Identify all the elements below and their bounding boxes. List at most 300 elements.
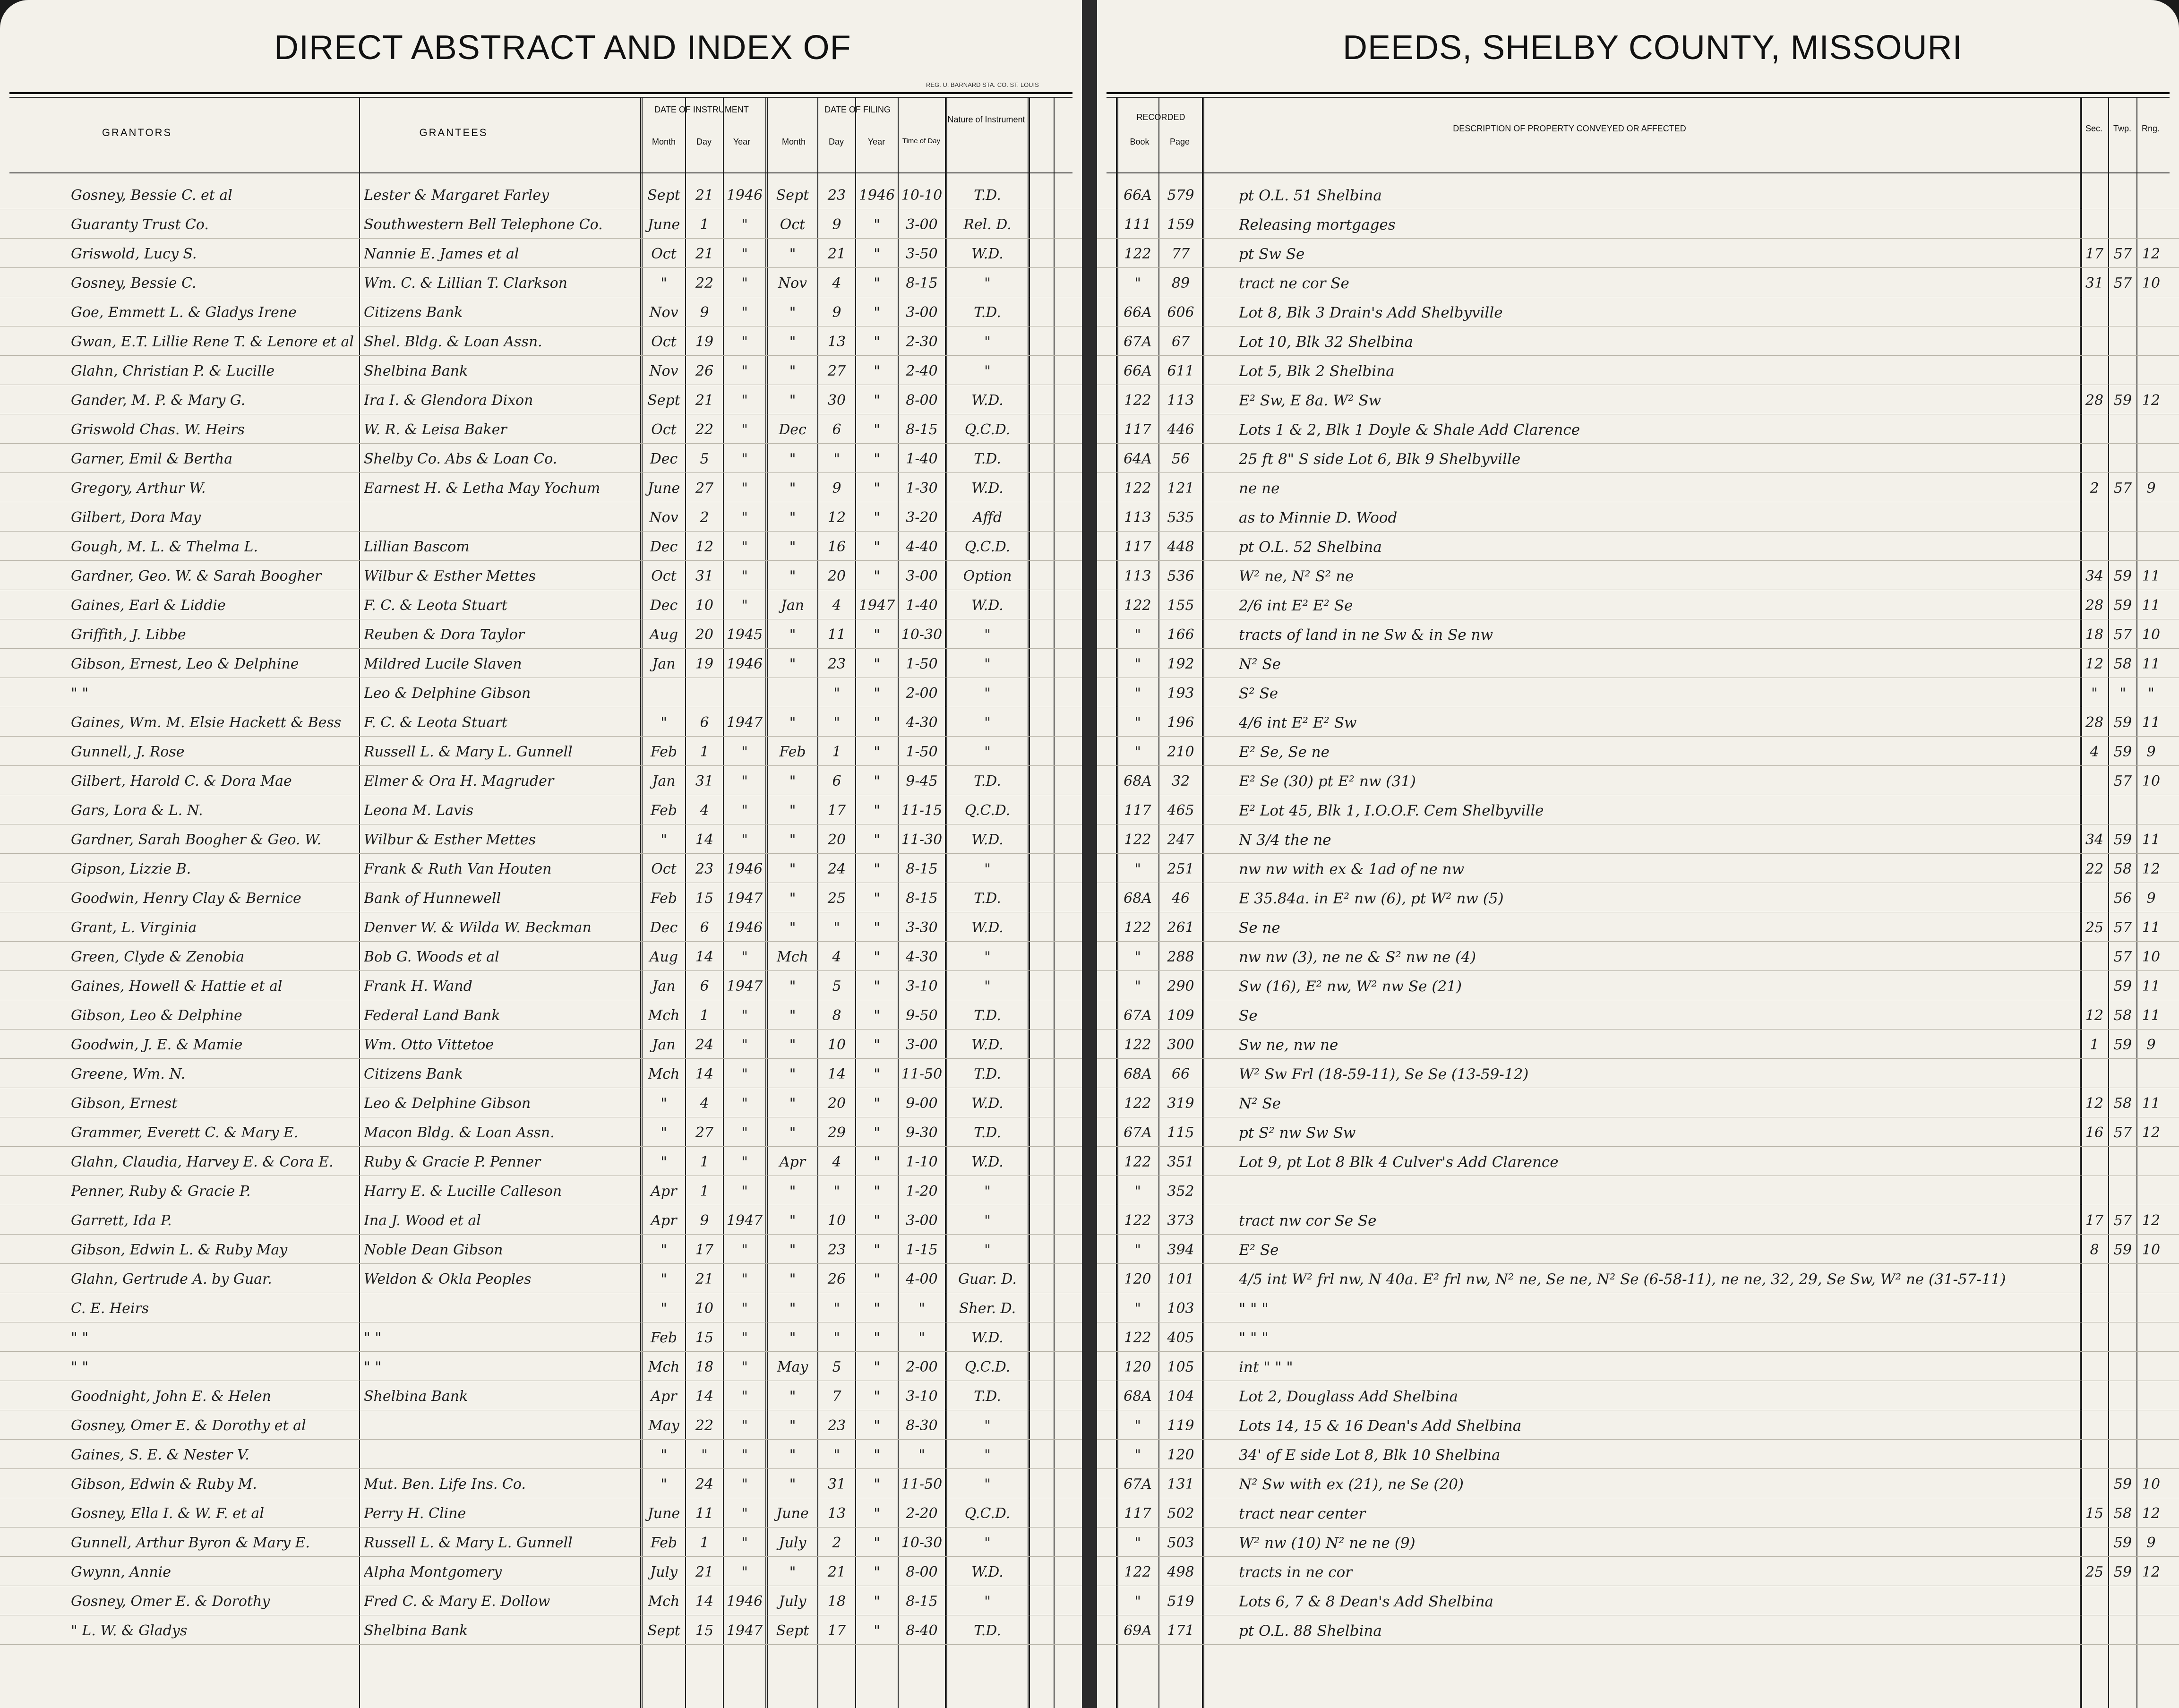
instrument-month-cell: Sept — [647, 187, 680, 204]
filing-year-cell: " — [874, 1037, 880, 1053]
instrument-year-cell: " — [741, 1447, 748, 1463]
ledger-row — [1097, 795, 2179, 824]
filing-year-cell: " — [874, 978, 880, 995]
grantor-cell: Gaines, Earl & Liddie — [71, 597, 226, 614]
instrument-month-cell: Jan — [652, 1037, 676, 1053]
ledger-row — [1097, 1586, 2179, 1615]
grantee-cell: Harry E. & Lucille Calleson — [364, 1183, 562, 1200]
twp-cell — [2109, 502, 2136, 531]
filing-month-cell: July — [779, 1535, 806, 1551]
sec-cell — [2081, 1058, 2108, 1088]
page-cell: 352 — [1167, 1183, 1194, 1200]
page-cell: 192 — [1167, 656, 1194, 672]
filing-time-cell: " — [918, 1330, 925, 1346]
filing-month-cell: " — [789, 1330, 796, 1346]
filing-year-cell: " — [874, 656, 880, 672]
filing-time-cell: 10-10 — [901, 187, 943, 204]
filing-year-cell: " — [874, 1593, 880, 1610]
ledger-row — [0, 824, 1082, 854]
ledger-row — [0, 1615, 1082, 1645]
instrument-day-cell: 17 — [695, 1242, 714, 1258]
rng-cell: 10 — [2142, 1242, 2161, 1258]
ledger-row — [1097, 1381, 2179, 1410]
ledger-row — [1097, 385, 2179, 414]
filing-month-cell: " — [789, 1007, 796, 1024]
book-cell: 120 — [1124, 1271, 1151, 1287]
grantee-cell: Reuben & Dora Taylor — [364, 627, 525, 643]
twp-cell — [2109, 209, 2136, 238]
book-cell: 122 — [1124, 1330, 1151, 1346]
book-cell: 111 — [1124, 216, 1151, 233]
instrument-month-cell: Dec — [650, 597, 678, 614]
book-cell: 113 — [1124, 568, 1151, 584]
grantee-cell — [364, 1439, 638, 1468]
twp-cell — [2109, 1322, 2136, 1351]
page-cell: 109 — [1167, 1007, 1194, 1024]
sec-cell — [2081, 1322, 2108, 1351]
description-cell: " " " — [1239, 1300, 1269, 1317]
filing-day-cell: 17 — [827, 1622, 846, 1639]
book-cell: " — [1134, 1447, 1141, 1463]
filing-day-cell: " — [833, 451, 840, 467]
book-cell: 66A — [1124, 187, 1152, 204]
instrument-year-cell: " — [741, 334, 748, 350]
filing-time-cell: 8-40 — [906, 1622, 938, 1639]
grantee-cell: Leo & Delphine Gibson — [364, 685, 531, 702]
sec-cell — [2081, 1351, 2108, 1381]
ledger-row — [1097, 1029, 2179, 1059]
instrument-year-cell: " — [741, 421, 748, 438]
grantor-cell: Gosney, Omer E. & Dorothy et al — [71, 1417, 306, 1434]
sec-header: Sec. — [2085, 124, 2103, 133]
filing-time-cell: 8-15 — [906, 1593, 938, 1610]
page-cell: 606 — [1167, 304, 1194, 321]
ledger-row — [1097, 560, 2179, 590]
ledger-row — [1097, 853, 2179, 883]
instrument-month-cell: " — [661, 275, 667, 292]
book-cell: 69A — [1124, 1622, 1152, 1639]
right-page-title: DEEDS, SHELBY COUNTY, MISSOURI — [1343, 29, 1963, 67]
rng-cell — [2137, 326, 2165, 355]
instrument-month-cell: Mch — [648, 1007, 680, 1024]
filing-time-cell: 11-50 — [901, 1476, 943, 1493]
book-cell: " — [1134, 714, 1141, 731]
grantee-cell: Bank of Hunnewell — [364, 890, 501, 907]
filing-time-cell: 11-30 — [901, 832, 943, 848]
instrument-day-cell: 21 — [695, 246, 714, 262]
page-cell: 115 — [1167, 1124, 1194, 1141]
header-rule-thin — [1107, 97, 2170, 98]
grantee-cell: " " — [364, 1359, 382, 1375]
instrument-year-cell: 1946 — [726, 861, 763, 877]
sec-cell: 2 — [2090, 480, 2099, 497]
filing-day-cell: 20 — [827, 832, 846, 848]
instrument-day-cell: 1 — [700, 1007, 709, 1024]
page-cell: 288 — [1167, 949, 1194, 965]
filing-time-cell: 9-30 — [906, 1124, 938, 1141]
twp-cell: 59 — [2113, 568, 2132, 584]
nature-cell: W.D. — [971, 246, 1004, 262]
description-cell: Lot 10, Blk 32 Shelbina — [1239, 334, 1414, 351]
twp-cell — [2109, 1351, 2136, 1381]
grantee-cell: Citizens Bank — [364, 1066, 463, 1082]
instrument-month-cell: Oct — [651, 421, 677, 438]
description-cell: ne ne — [1239, 480, 1280, 497]
rng-cell: 11 — [2142, 832, 2161, 848]
ledger-row — [0, 1000, 1082, 1030]
ledger-row — [1097, 1146, 2179, 1176]
nature-cell: Guar. D. — [958, 1271, 1017, 1287]
filing-year-cell: " — [874, 1007, 880, 1024]
grantor-cell: Gibson, Leo & Delphine — [71, 1007, 242, 1024]
grantor-cell: Gunnell, J. Rose — [71, 744, 185, 760]
rng-cell: 10 — [2142, 949, 2161, 965]
nature-cell: " — [984, 744, 991, 760]
instrument-day-cell: 19 — [695, 334, 714, 350]
twp-cell: 59 — [2113, 832, 2132, 848]
ledger-row — [1097, 707, 2179, 737]
description-cell: tract nw cor Se Se — [1239, 1212, 1377, 1229]
filing-time-cell: 3-00 — [906, 304, 938, 321]
filing-day-cell: 21 — [827, 1564, 846, 1580]
filing-time-cell: 11-50 — [901, 1066, 943, 1082]
filing-day-cell: 4 — [832, 275, 841, 292]
sec-cell — [2081, 326, 2108, 355]
instrument-month-cell: Aug — [649, 627, 678, 643]
sec-cell — [2081, 1468, 2108, 1498]
filing-month-cell: Sept — [776, 187, 809, 204]
filing-year-cell: " — [874, 1564, 880, 1580]
rng-cell: 12 — [2142, 1505, 2161, 1522]
grantor-cell: Glahn, Claudia, Harvey E. & Cora E. — [71, 1154, 334, 1170]
filing-year-cell: " — [874, 1447, 880, 1463]
page-cell: 319 — [1167, 1095, 1194, 1112]
ledger-row — [0, 1381, 1082, 1410]
grantee-cell: Perry H. Cline — [364, 1505, 466, 1522]
column-header-rule — [1107, 172, 2170, 173]
book-cell: " — [1134, 627, 1141, 643]
filing-time-cell: 1-15 — [906, 1242, 938, 1258]
ledger-row — [1097, 209, 2179, 239]
instrument-month-cell: Jan — [652, 978, 676, 995]
page-cell: 502 — [1167, 1505, 1194, 1522]
grantor-cell: Gregory, Arthur W. — [71, 480, 206, 497]
instrument-day-cell: 9 — [700, 1212, 709, 1229]
description-cell: Sw (16), E² nw, W² nw Se (21) — [1239, 978, 1462, 995]
ledger-row — [1097, 648, 2179, 678]
grantee-cell — [364, 1293, 638, 1322]
instrument-day-cell: 20 — [695, 627, 714, 643]
twp-cell — [2109, 1293, 2136, 1322]
ledger-row — [1097, 1351, 2179, 1381]
filing-year-cell: " — [874, 627, 880, 643]
rng-cell: 11 — [2142, 1007, 2161, 1024]
page-header: Page — [1169, 137, 1190, 146]
grantor-cell: Gosney, Ella I. & W. F. et al — [71, 1505, 264, 1522]
twp-cell — [2109, 1263, 2136, 1293]
nature-cell: " — [984, 1183, 991, 1200]
nature-cell: T.D. — [974, 773, 1001, 790]
instrument-month-cell: Feb — [650, 744, 678, 760]
instrument-month-cell: Apr — [651, 1212, 677, 1229]
nature-cell: " — [984, 861, 991, 877]
grantor-cell: Guaranty Trust Co. — [71, 216, 209, 233]
sec-cell: 17 — [2085, 1212, 2104, 1229]
filing-time-cell: 3-10 — [906, 1388, 938, 1405]
ledger-row — [1097, 1615, 2179, 1645]
page-cell: 536 — [1167, 568, 1194, 584]
nature-cell: T.D. — [974, 1066, 1001, 1082]
filing-year-cell: " — [874, 1417, 880, 1434]
sec-cell — [2081, 1615, 2108, 1644]
filing-month-cell: " — [789, 1124, 796, 1141]
filing-year-cell: " — [874, 802, 880, 819]
filing-month-cell: " — [789, 919, 796, 936]
nature-cell: Q.C.D. — [964, 1505, 1011, 1522]
description-cell: pt Sw Se — [1239, 246, 1305, 263]
filing-time-cell: 4-30 — [906, 714, 938, 731]
instrument-month-cell: Feb — [650, 802, 678, 819]
book-cell: 68A — [1124, 1388, 1152, 1405]
rng-cell — [2137, 1293, 2165, 1322]
instrument-day-cell: 23 — [695, 861, 714, 877]
filing-year-cell: " — [874, 480, 880, 497]
twp-cell: 57 — [2113, 773, 2132, 790]
instrument-year-cell: 1946 — [726, 919, 763, 936]
instrument-year-cell: " — [741, 1388, 748, 1405]
grantee-cell: Frank & Ruth Van Houten — [364, 861, 552, 877]
nature-cell: Rel. D. — [963, 216, 1012, 233]
ledger-row — [0, 180, 1082, 209]
grantor-cell: " " — [71, 1330, 89, 1346]
filing-day-cell: 13 — [827, 334, 846, 350]
filing-time-cell: 8-15 — [906, 421, 938, 438]
twp-cell — [2109, 297, 2136, 326]
filing-time-cell: 4-30 — [906, 949, 938, 965]
filing-day-cell: " — [833, 1300, 840, 1317]
description-cell: Lot 8, Blk 3 Drain's Add Shelbyville — [1239, 304, 1503, 321]
twp-cell: 59 — [2113, 597, 2132, 614]
rng-cell: 10 — [2142, 1476, 2161, 1493]
filing-time-cell: 1-50 — [906, 744, 938, 760]
sec-cell: 4 — [2090, 744, 2099, 760]
ledger-row — [0, 1351, 1082, 1381]
rng-cell: 12 — [2142, 392, 2161, 409]
grantee-cell: Shelby Co. Abs & Loan Co. — [364, 451, 558, 467]
instrument-month-cell: " — [661, 1154, 667, 1170]
ledger-row — [1097, 1468, 2179, 1498]
ledger-row — [1097, 1322, 2179, 1352]
book-cell: 67A — [1124, 334, 1152, 350]
instrument-day-cell: 31 — [695, 568, 714, 584]
instrument-month-cell: Dec — [650, 919, 678, 936]
instrument-day-cell — [686, 678, 723, 707]
publisher-note: REG. U. BARNARD STA. CO. ST. LOUIS — [926, 81, 1039, 88]
instrument-month-cell: Oct — [651, 334, 677, 350]
instrument-month-cell: Nov — [649, 509, 678, 526]
filing-year-cell: " — [874, 363, 880, 379]
grantor-cell: Gough, M. L. & Thelma L. — [71, 539, 258, 555]
book-cell: 122 — [1124, 392, 1151, 409]
sec-cell — [2081, 941, 2108, 970]
nature-cell: Q.C.D. — [964, 539, 1011, 555]
grantee-cell: Ira I. & Glendora Dixon — [364, 392, 533, 409]
instrument-year-cell: " — [741, 832, 748, 848]
nature-cell: " — [984, 978, 991, 995]
description-cell: N 3/4 the ne — [1239, 832, 1331, 849]
instrument-day-cell: 15 — [695, 1622, 714, 1639]
grantee-cell: Ina J. Wood et al — [364, 1212, 481, 1229]
filing-year-cell: " — [874, 509, 880, 526]
filing-day-cell: 20 — [827, 568, 846, 584]
twp-cell: 57 — [2113, 275, 2132, 292]
description-cell: 4/5 int W² frl nw, N 40a. E² frl nw, N² ne, Se ne, N² Se (6-58-11), ne ne, 32, 29, Se Sw, W² ne (31-57-11) — [1239, 1271, 2006, 1288]
filing-month-cell: " — [789, 451, 796, 467]
filing-month-cell: " — [789, 1183, 796, 1200]
filing-time-cell: 9-45 — [906, 773, 938, 790]
filing-day-cell: 25 — [827, 890, 846, 907]
book-cell: 122 — [1124, 246, 1151, 262]
instrument-day-cell: 1 — [700, 1154, 709, 1170]
filing-day-cell: 20 — [827, 1095, 846, 1112]
page-cell: 89 — [1171, 275, 1190, 292]
grantee-cell: Frank H. Wand — [364, 978, 472, 995]
grantee-cell: Elmer & Ora H. Magruder — [364, 773, 554, 790]
filing-day-cell: 6 — [832, 421, 841, 438]
instrument-year-cell: " — [741, 246, 748, 262]
description-cell: N² Se — [1239, 1095, 1281, 1112]
twp-cell: " — [2119, 685, 2126, 702]
filing-day-cell: 2 — [832, 1535, 841, 1551]
sec-cell: 12 — [2085, 1095, 2104, 1112]
nature-cell: T.D. — [974, 1388, 1001, 1405]
grantor-cell: " " — [71, 685, 89, 702]
instrument-year-cell: " — [741, 1359, 748, 1375]
ledger-row — [0, 1146, 1082, 1176]
ledger-row — [0, 502, 1082, 532]
description-header: DESCRIPTION OF PROPERTY CONVEYED OR AFFECTED — [1453, 124, 1686, 133]
instrument-month-cell: " — [661, 1476, 667, 1493]
description-cell: pt S² nw Sw Sw — [1239, 1124, 1356, 1142]
grantee-cell: Lillian Bascom — [364, 539, 470, 555]
sec-cell — [2081, 1439, 2108, 1468]
twp-cell: 59 — [2113, 1476, 2132, 1493]
instrument-year-cell: " — [741, 304, 748, 321]
ledger-row — [0, 1293, 1082, 1322]
filing-day-cell: 26 — [827, 1271, 846, 1287]
nature-cell: " — [984, 1212, 991, 1229]
instrument-day-cell: 6 — [700, 978, 709, 995]
nature-cell: W.D. — [971, 480, 1004, 497]
nature-cell: W.D. — [971, 597, 1004, 614]
ledger-row — [1097, 1000, 2179, 1030]
filing-day-cell: 31 — [827, 1476, 846, 1493]
filing-day-cell: 6 — [832, 773, 841, 790]
twp-cell: 57 — [2113, 919, 2132, 936]
filing-time-cell: 3-00 — [906, 1212, 938, 1229]
nature-cell: " — [984, 1476, 991, 1493]
sec-cell: 34 — [2085, 568, 2104, 584]
grantee-cell: Ruby & Gracie P. Penner — [364, 1154, 541, 1170]
rng-cell: 11 — [2142, 568, 2161, 584]
filing-month-cell: " — [789, 392, 796, 409]
recorded-header: RECORDED — [1136, 112, 1185, 122]
instrument-year-cell: 1947 — [726, 890, 763, 907]
book-cell: 122 — [1124, 1095, 1151, 1112]
instrument-year-cell — [724, 678, 765, 707]
header-rule-thin — [9, 97, 1072, 98]
filing-day-cell: 9 — [832, 480, 841, 497]
grantee-cell: Leo & Delphine Gibson — [364, 1095, 531, 1112]
twp-cell: 59 — [2113, 1037, 2132, 1053]
grantor-cell: Garner, Emil & Bertha — [71, 451, 233, 467]
twp-cell — [2109, 326, 2136, 355]
filing-year-cell: " — [874, 744, 880, 760]
instrument-month-cell: May — [648, 1417, 679, 1434]
ledger-row — [1097, 1263, 2179, 1293]
ledger-row — [1097, 1410, 2179, 1440]
grantor-cell: Gunnell, Arthur Byron & Mary E. — [71, 1535, 310, 1551]
twp-cell — [2109, 355, 2136, 385]
rng-cell: 12 — [2142, 1212, 2161, 1229]
filing-month-cell: " — [789, 1095, 796, 1112]
twp-cell: 57 — [2113, 627, 2132, 643]
nature-header: Nature of Instrument — [947, 115, 1025, 124]
filing-month-cell: " — [789, 1242, 796, 1258]
nature-cell: " — [984, 1593, 991, 1610]
description-cell: Se — [1239, 1007, 1258, 1024]
filing-time-cell: 1-20 — [906, 1183, 938, 1200]
twp-cell: 56 — [2113, 890, 2132, 907]
instrument-day-cell: 10 — [695, 597, 714, 614]
sec-cell — [2081, 1263, 2108, 1293]
instrument-day-header: Day — [696, 137, 712, 146]
instrument-year-cell: " — [741, 1007, 748, 1024]
instrument-year-cell: " — [741, 773, 748, 790]
filing-month-cell: June — [776, 1505, 809, 1522]
sec-cell: 34 — [2085, 832, 2104, 848]
instrument-year-cell: " — [741, 949, 748, 965]
grantor-cell: Griswold Chas. W. Heirs — [71, 421, 245, 438]
page-cell: 32 — [1171, 773, 1190, 790]
ledger-row — [0, 1498, 1082, 1528]
page-cell: 101 — [1167, 1271, 1194, 1287]
filing-time-cell: 8-30 — [906, 1417, 938, 1434]
twp-cell — [2109, 795, 2136, 824]
sec-cell — [2081, 795, 2108, 824]
grantee-cell: F. C. & Leota Stuart — [364, 597, 507, 614]
instrument-year-cell: 1947 — [726, 714, 763, 731]
rng-cell: 9 — [2146, 1535, 2156, 1551]
ledger-row — [1097, 1176, 2179, 1205]
nature-cell: " — [984, 714, 991, 731]
rng-cell — [2137, 1586, 2165, 1615]
grantor-cell: Gosney, Omer E. & Dorothy — [71, 1593, 270, 1610]
ledger-row — [1097, 414, 2179, 444]
nature-cell: T.D. — [974, 304, 1001, 321]
nature-cell: W.D. — [971, 1154, 1004, 1170]
rng-cell: 9 — [2146, 480, 2156, 497]
filing-month-cell: " — [789, 480, 796, 497]
ledger-row — [1097, 1439, 2179, 1469]
nature-cell: " — [984, 1535, 991, 1551]
filing-day-cell: 8 — [832, 1007, 841, 1024]
filing-year-cell: " — [874, 773, 880, 790]
filing-day-header: Day — [828, 137, 844, 146]
description-cell: nw nw with ex & 1ad of ne nw — [1239, 861, 1465, 878]
filing-time-cell: 3-00 — [906, 216, 938, 233]
rng-cell: 10 — [2142, 773, 2161, 790]
